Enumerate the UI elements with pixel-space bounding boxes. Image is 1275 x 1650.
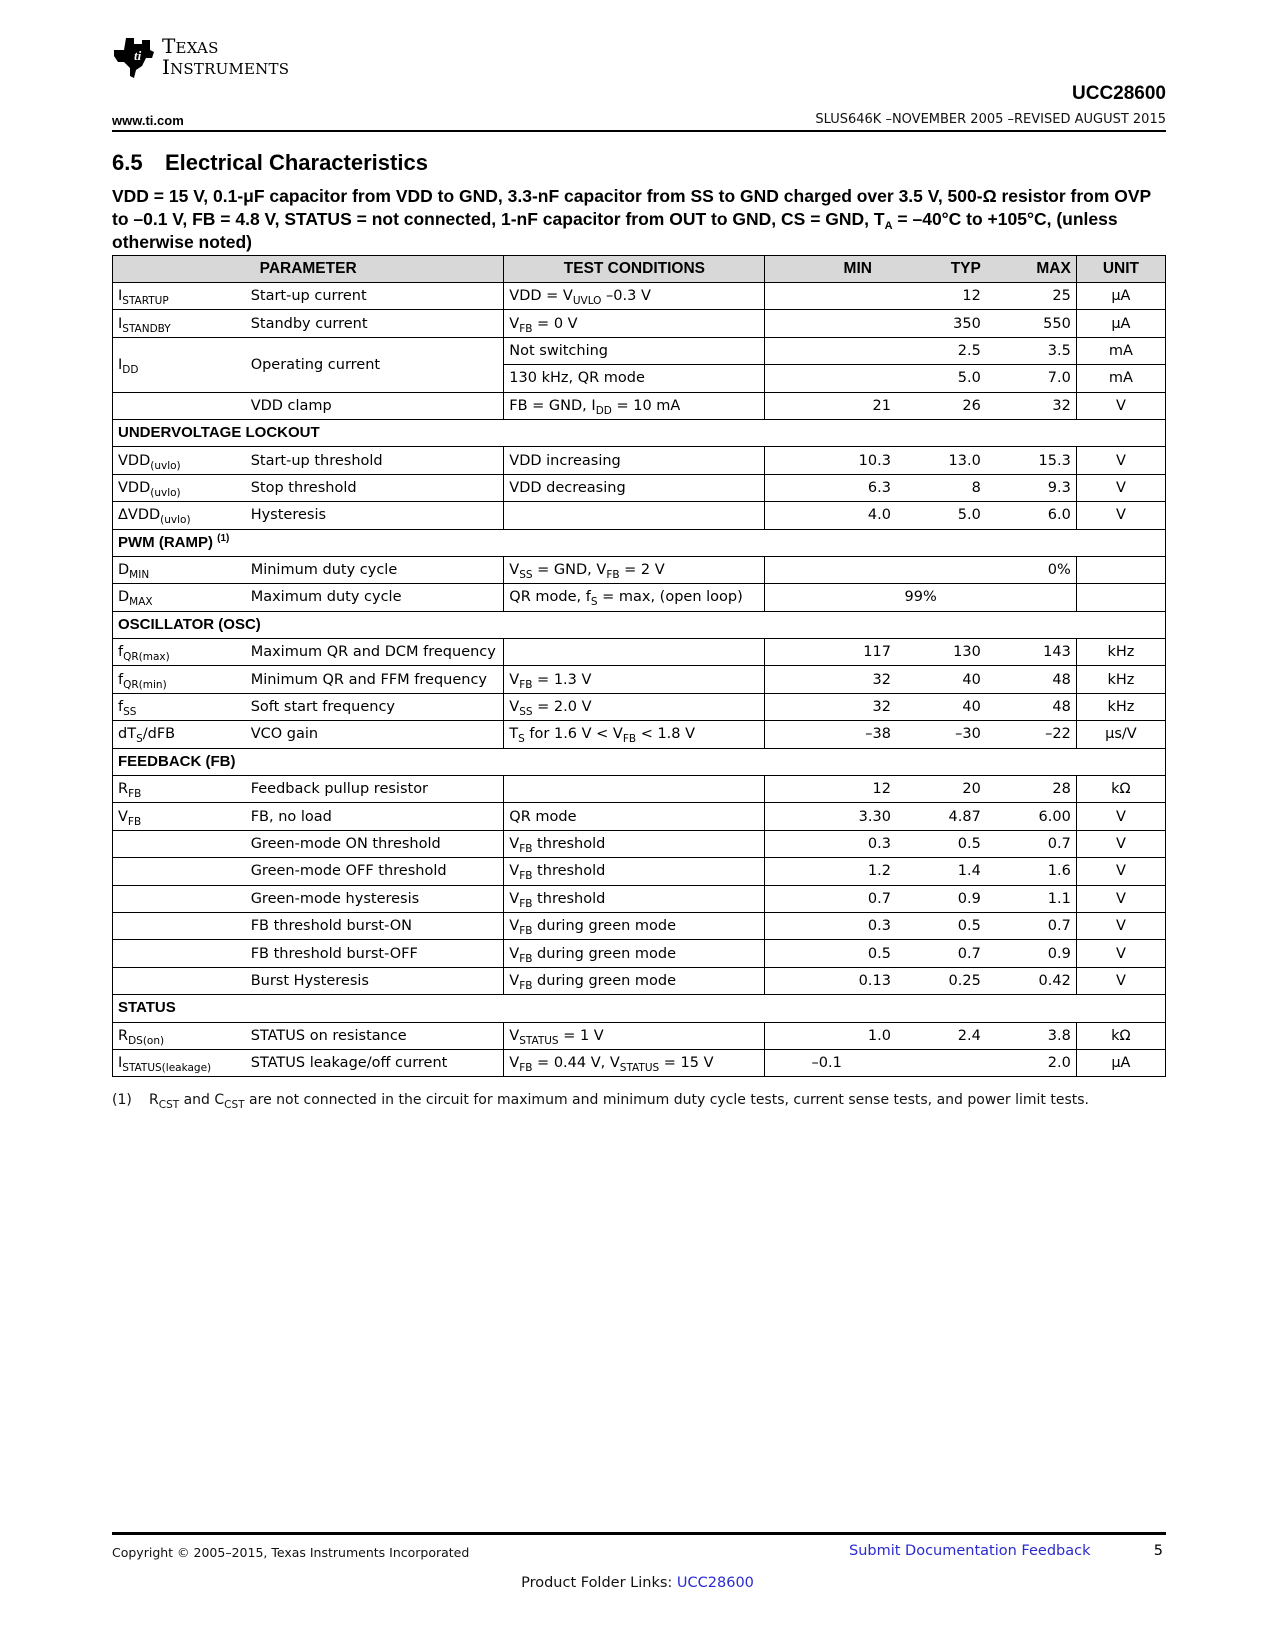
max-cell: 6.00 (986, 803, 1076, 830)
unit-cell: mA (1076, 337, 1165, 364)
table-header-row (113, 256, 1166, 283)
condition-cell: $V_{SS} = 2.0$ V (504, 693, 765, 720)
min-cell: 0.3 (765, 830, 896, 857)
max-cell: 3.8 (986, 1022, 1076, 1049)
condition-cell: VDD decreasing (504, 474, 765, 501)
unit-cell: V (1076, 830, 1165, 857)
typ-cell: 350 (896, 310, 986, 337)
max-cell: 0.7 (986, 912, 1076, 939)
symbol-cell: $f_{QR(min)}$ (113, 666, 246, 693)
ti-state-icon (112, 36, 156, 80)
symbol-cell: $VDD_{(uvlo)}$ (113, 474, 246, 501)
max-cell: 550 (986, 310, 1076, 337)
table-row (113, 392, 1166, 419)
header-test-conditions: TEST CONDITIONS (504, 256, 765, 283)
min-cell: 0.13 (765, 967, 896, 994)
condition-cell: $V_{FB}$ threshold (504, 830, 765, 857)
max-cell: 48 (986, 666, 1076, 693)
condition-cell: $V_{STATUS} = 1$ V (504, 1022, 765, 1049)
symbol-cell: $f_{QR(max)}$ (113, 639, 246, 666)
condition-cell (504, 639, 765, 666)
table-row (113, 283, 1166, 310)
logo-text-instruments: NSTRUMENTS (170, 60, 290, 78)
condition-cell: VDD increasing (504, 447, 765, 474)
group-row (113, 995, 1166, 1022)
condition-cell: $V_{FB}$ during green mode (504, 967, 765, 994)
unit-cell: μA (1076, 1049, 1165, 1076)
min-cell: 3.30 (765, 803, 896, 830)
footnote-ref[interactable]: (1) (217, 532, 230, 544)
typ-cell: 26 (896, 392, 986, 419)
parameter-cell: Burst Hysteresis (246, 967, 504, 994)
condition-cell: QR mode, $f_S = \max$, (open loop) (504, 584, 765, 611)
parameter-cell: Start-up current (246, 283, 504, 310)
unit-cell: μs/V (1076, 721, 1165, 748)
max-cell: 0.9 (986, 940, 1076, 967)
condition-cell: $V_{FB} = 0$ V (504, 310, 765, 337)
section-title (112, 150, 428, 176)
unit-cell: V (1076, 967, 1165, 994)
typ-cell: 2.5 (896, 337, 986, 364)
typ-cell: 20 (896, 776, 986, 803)
max-cell: 2.0 (986, 1049, 1076, 1076)
group-row (113, 529, 1166, 556)
max-cell: –22 (986, 721, 1076, 748)
conditions-text-end: = –40°C to +105°C, (unless otherwise noted) (112, 209, 1118, 252)
condition-cell: $V_{FB}$ during green mode (504, 912, 765, 939)
unit-cell: kHz (1076, 666, 1165, 693)
section-number: 6.5 (112, 150, 143, 175)
max-cell: 6.0 (986, 502, 1076, 529)
table-row (113, 885, 1166, 912)
unit-cell: kΩ (1076, 1022, 1165, 1049)
typ-cell: 2.4 (896, 1022, 986, 1049)
table-row (113, 693, 1166, 720)
condition-cell: FB = GND, $I_{DD} = 10$ mA (504, 392, 765, 419)
typ-cell: 0.5 (896, 912, 986, 939)
typ-cell: 1.4 (896, 858, 986, 885)
parameter-cell: VDD clamp (246, 392, 504, 419)
group-heading-pwm: PWM (RAMP) $^{(1)}$ (113, 529, 1166, 556)
conditions-subscript: A (884, 220, 893, 232)
min-cell (765, 556, 896, 583)
page-number: 5 (1153, 1543, 1163, 1559)
min-cell: 32 (765, 693, 896, 720)
group-heading-feedback: FEEDBACK (FB) (113, 748, 1166, 775)
electrical-characteristics-table (112, 255, 1166, 1077)
symbol-cell: $f_{SS}$ (113, 693, 246, 720)
parameter-cell: Operating current (246, 337, 504, 392)
min-cell (765, 310, 896, 337)
max-cell: 0% (986, 556, 1076, 583)
max-cell: 48 (986, 693, 1076, 720)
condition-cell: $V_{FB}$ threshold (504, 858, 765, 885)
table-row (113, 556, 1166, 583)
symbol-cell: $I_{STARTUP}$ (113, 283, 246, 310)
footer-divider (112, 1532, 1166, 1535)
parameter-cell: STATUS leakage/off current (246, 1049, 504, 1076)
min-cell: 1.2 (765, 858, 896, 885)
max-cell: 25 (986, 283, 1076, 310)
symbol-cell (113, 392, 246, 419)
unit-cell (1076, 556, 1165, 583)
symbol-cell: $\Delta VDD_{(uvlo)}$ (113, 502, 246, 529)
unit-cell: V (1076, 912, 1165, 939)
typ-cell: 40 (896, 693, 986, 720)
header-typ: TYP (896, 256, 986, 283)
parameter-cell: FB threshold burst-ON (246, 912, 504, 939)
typ-cell: 5.0 (896, 502, 986, 529)
parameter-cell: STATUS on resistance (246, 1022, 504, 1049)
min-cell (765, 365, 896, 392)
document-part-number: UCC28600 (1072, 83, 1166, 104)
header-min: MIN (765, 256, 896, 283)
svg-text:ti: ti (134, 48, 142, 63)
unit-cell: kHz (1076, 693, 1165, 720)
symbol-cell (113, 885, 246, 912)
max-cell: 143 (986, 639, 1076, 666)
min-cell: 1.0 (765, 1022, 896, 1049)
condition-cell: 130 kHz, QR mode (504, 365, 765, 392)
copyright-text: Copyright © 2005–2015, Texas Instruments Incorporated (112, 1545, 470, 1560)
min-cell: 12 (765, 776, 896, 803)
value-cell: 99% (765, 584, 1076, 611)
table-footnote: (1) $R_{CST}$ and $C_{CST}$ are not connected in the circuit for maximum and minimum duty cycle tests, current sense tests, and power limit tests. (112, 1092, 1089, 1111)
table-row (113, 912, 1166, 939)
min-cell: –0.1 (765, 1049, 896, 1076)
typ-cell: 0.7 (896, 940, 986, 967)
product-folder-links (0, 1575, 1275, 1591)
condition-cell: QR mode (504, 803, 765, 830)
table-row (113, 584, 1166, 611)
typ-cell: –30 (896, 721, 986, 748)
parameter-cell: Stop threshold (246, 474, 504, 501)
table-row (113, 1049, 1166, 1076)
symbol-cell (113, 858, 246, 885)
unit-cell (1076, 584, 1165, 611)
header-max: MAX (986, 256, 1076, 283)
symbol-cell: $D_{MIN}$ (113, 556, 246, 583)
min-cell: 6.3 (765, 474, 896, 501)
parameter-cell: Start-up threshold (246, 447, 504, 474)
condition-cell: $V_{FB} = 1.3$ V (504, 666, 765, 693)
unit-cell: V (1076, 392, 1165, 419)
max-cell: 0.42 (986, 967, 1076, 994)
condition-cell: $V_{SS}$ = GND, $V_{FB} = 2$ V (504, 556, 765, 583)
condition-cell: VDD = $V_{UVLO}$ –0.3 V (504, 283, 765, 310)
group-heading-uvlo: UNDERVOLTAGE LOCKOUT (113, 419, 1166, 446)
unit-cell: kΩ (1076, 776, 1165, 803)
symbol-cell (113, 940, 246, 967)
symbol-cell: $R_{FB}$ (113, 776, 246, 803)
submit-feedback-link[interactable]: Submit Documentation Feedback (849, 1543, 1091, 1559)
table-row (113, 310, 1166, 337)
min-cell: 10.3 (765, 447, 896, 474)
symbol-cell: $I_{DD}$ (113, 337, 246, 392)
group-row (113, 611, 1166, 638)
parameter-cell: Soft start frequency (246, 693, 504, 720)
max-cell: 1.1 (986, 885, 1076, 912)
max-cell: 7.0 (986, 365, 1076, 392)
symbol-cell: $I_{STATUS(leakage)}$ (113, 1049, 246, 1076)
min-cell: 117 (765, 639, 896, 666)
unit-cell: V (1076, 447, 1165, 474)
parameter-cell: Minimum QR and FFM frequency (246, 666, 504, 693)
max-cell: 15.3 (986, 447, 1076, 474)
condition-cell (504, 502, 765, 529)
symbol-cell: $VDD_{(uvlo)}$ (113, 447, 246, 474)
max-cell: 0.7 (986, 830, 1076, 857)
symbol-cell (113, 912, 246, 939)
unit-cell: V (1076, 502, 1165, 529)
logo-text-texas-cap: T (162, 34, 176, 58)
symbol-cell: $dT_S$/dFB (113, 721, 246, 748)
min-cell: –38 (765, 721, 896, 748)
parameter-cell: Green-mode OFF threshold (246, 858, 504, 885)
condition-cell: Not switching (504, 337, 765, 364)
parameter-cell: Maximum QR and DCM frequency (246, 639, 504, 666)
parameter-cell: Green-mode hysteresis (246, 885, 504, 912)
footnote-number: (1) (112, 1092, 132, 1108)
max-cell: 3.5 (986, 337, 1076, 364)
table-row (113, 940, 1166, 967)
product-folder-link[interactable]: UCC28600 (676, 1575, 754, 1591)
table-row (113, 967, 1166, 994)
symbol-cell: $V_{FB}$ (113, 803, 246, 830)
condition-cell: $T_S$ for 1.6 $V < V_{FB} < 1.8$ V (504, 721, 765, 748)
unit-cell: kHz (1076, 639, 1165, 666)
group-heading-status: STATUS (113, 995, 1166, 1022)
unit-cell: μA (1076, 310, 1165, 337)
table-row (113, 666, 1166, 693)
unit-cell: V (1076, 803, 1165, 830)
parameter-cell: Minimum duty cycle (246, 556, 504, 583)
parameter-cell: Hysteresis (246, 502, 504, 529)
min-cell: 21 (765, 392, 896, 419)
table-row (113, 502, 1166, 529)
typ-cell: 40 (896, 666, 986, 693)
max-cell: 9.3 (986, 474, 1076, 501)
symbol-cell: $I_{STANDBY}$ (113, 310, 246, 337)
table-row (113, 474, 1166, 501)
revision-info: SLUS646K –NOVEMBER 2005 –REVISED AUGUST 2015 (815, 112, 1166, 127)
group-row (113, 748, 1166, 775)
unit-cell: V (1076, 858, 1165, 885)
unit-cell: V (1076, 474, 1165, 501)
symbol-cell (113, 967, 246, 994)
min-cell: 0.5 (765, 940, 896, 967)
min-cell (765, 337, 896, 364)
table-row (113, 776, 1166, 803)
typ-cell: 5.0 (896, 365, 986, 392)
unit-cell: V (1076, 885, 1165, 912)
header-unit: UNIT (1076, 256, 1165, 283)
parameter-cell: Standby current (246, 310, 504, 337)
conditions-text: VDD = 15 V, 0.1-μF capacitor from VDD to GND, 3.3-nF capacitor from SS to GND charged over 3.5 V, 500-Ω resistor from OVP to –0.1 V, FB = 4.8 V, STATUS = not connected, 1-nF capacitor from OUT to GND, CS = GND, T (112, 186, 1151, 229)
min-cell: 32 (765, 666, 896, 693)
table-row (113, 803, 1166, 830)
typ-cell: 130 (896, 639, 986, 666)
condition-cell: $V_{FB}$ during green mode (504, 940, 765, 967)
condition-cell: $V_{FB}$ threshold (504, 885, 765, 912)
parameter-cell: VCO gain (246, 721, 504, 748)
website-link[interactable]: www.ti.com (112, 113, 184, 128)
folder-links-label: Product Folder Links: (521, 1575, 677, 1591)
min-cell (765, 283, 896, 310)
symbol-cell: $D_{MAX}$ (113, 584, 246, 611)
max-cell: 28 (986, 776, 1076, 803)
symbol-cell: $R_{DS(on)}$ (113, 1022, 246, 1049)
logo-text-instruments-cap: I (162, 55, 171, 79)
table-row (113, 858, 1166, 885)
typ-cell: 8 (896, 474, 986, 501)
typ-cell: 4.87 (896, 803, 986, 830)
condition-cell (504, 776, 765, 803)
unit-cell: V (1076, 940, 1165, 967)
group-heading-osc: OSCILLATOR (OSC) (113, 611, 1166, 638)
typ-cell (896, 556, 986, 583)
condition-cell: $V_{FB} = 0.44$ V, $V_{STATUS} = 15$ V (504, 1049, 765, 1076)
typ-cell: 13.0 (896, 447, 986, 474)
symbol-cell (113, 830, 246, 857)
footnote-text: are not connected in the circuit for maximum and minimum duty cycle tests, current sense tests, and power limit tests. (244, 1092, 1089, 1108)
table-row (113, 447, 1166, 474)
header-divider (112, 130, 1166, 132)
test-conditions-paragraph (112, 185, 1172, 254)
table-row (113, 639, 1166, 666)
header-parameter: PARAMETER (113, 256, 504, 283)
typ-cell: 0.9 (896, 885, 986, 912)
min-cell: 0.7 (765, 885, 896, 912)
group-row (113, 419, 1166, 446)
max-cell: 1.6 (986, 858, 1076, 885)
ti-logo (112, 36, 289, 80)
section-title-text: Electrical Characteristics (165, 150, 428, 175)
typ-cell: 0.25 (896, 967, 986, 994)
table-row (113, 337, 1166, 364)
table-row (113, 830, 1166, 857)
table-row (113, 1022, 1166, 1049)
min-cell: 4.0 (765, 502, 896, 529)
unit-cell: mA (1076, 365, 1165, 392)
min-cell: 0.3 (765, 912, 896, 939)
typ-cell (896, 1049, 986, 1076)
table-row (113, 721, 1166, 748)
parameter-cell: FB, no load (246, 803, 504, 830)
parameter-cell: FB threshold burst-OFF (246, 940, 504, 967)
max-cell: 32 (986, 392, 1076, 419)
typ-cell: 0.5 (896, 830, 986, 857)
parameter-cell: Maximum duty cycle (246, 584, 504, 611)
typ-cell: 12 (896, 283, 986, 310)
logo-text-texas: EXAS (175, 39, 219, 57)
parameter-cell: Feedback pullup resistor (246, 776, 504, 803)
unit-cell: μA (1076, 283, 1165, 310)
parameter-cell: Green-mode ON threshold (246, 830, 504, 857)
